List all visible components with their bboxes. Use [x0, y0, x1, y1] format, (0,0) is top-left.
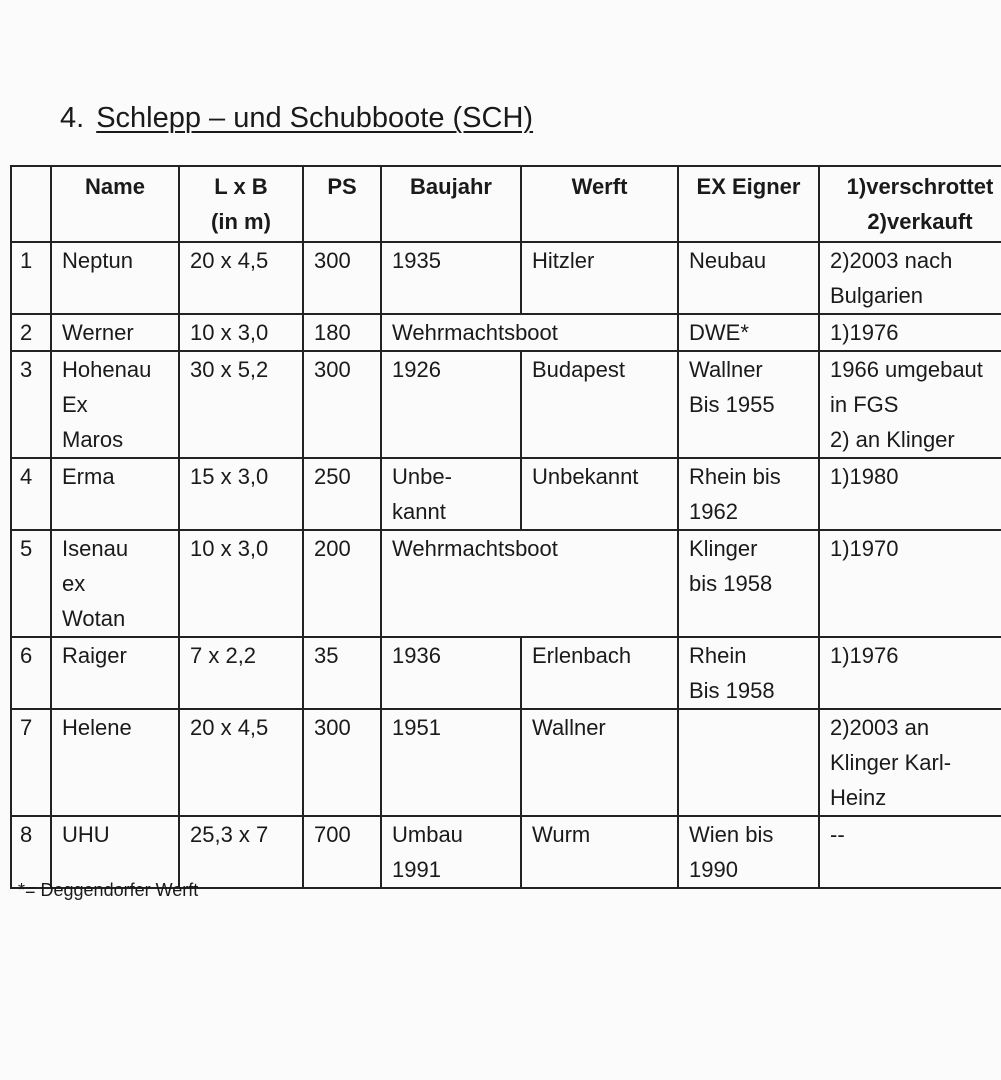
cell-line: Erma — [62, 464, 115, 489]
cell-line: in FGS — [830, 392, 899, 417]
cell-line: 2)2003 nach — [830, 248, 953, 273]
table-header-row — [11, 166, 1001, 242]
cell-line: 25,3 x 7 — [190, 822, 269, 847]
cell-line: Wien bis — [689, 822, 774, 847]
header-baujahr — [381, 166, 521, 242]
cell-line: Helene — [62, 715, 132, 740]
cell-line: kannt — [392, 499, 446, 524]
cell-ex-eigner — [678, 816, 819, 888]
cell-line: Neptun — [62, 248, 133, 273]
cell-line: L x B — [214, 174, 268, 199]
cell-ps — [303, 458, 381, 530]
cell-line: Raiger — [62, 643, 127, 668]
cell-baujahr — [381, 242, 521, 314]
cell-line: 1)1980 — [830, 464, 899, 489]
cell-ps — [303, 351, 381, 458]
cell-line: 1951 — [392, 715, 441, 740]
cell-baujahr — [381, 351, 521, 458]
cell-line: Wallner — [532, 715, 606, 740]
cell-line: Werner — [62, 320, 134, 345]
cell-line: (in m) — [211, 209, 271, 234]
table-row — [11, 530, 1001, 637]
cell-werft — [521, 351, 678, 458]
cell-name — [51, 351, 179, 458]
cell-line: Wehrmachtsboot — [392, 320, 558, 345]
header-name — [51, 166, 179, 242]
cell-line: 250 — [314, 464, 351, 489]
cell-size — [179, 314, 303, 351]
cell-line: Bis 1955 — [689, 392, 775, 417]
cell-line: Wotan — [62, 606, 126, 631]
header-ps — [303, 166, 381, 242]
cell-line: 35 — [314, 643, 339, 668]
cell-line: Werft — [571, 174, 628, 199]
table-row — [11, 709, 1001, 816]
cell-status — [819, 242, 1001, 314]
cell-size — [179, 458, 303, 530]
table-row — [11, 458, 1001, 530]
cell-line: 2)verkauft — [867, 209, 973, 234]
cell-line: Bis 1958 — [689, 678, 775, 703]
cell-ps — [303, 637, 381, 709]
heading-title: Schlepp – und Schubboote (SCH) — [96, 102, 534, 134]
cell-line: 180 — [314, 320, 351, 345]
cell-line: -- — [830, 822, 845, 847]
cell-line: bis 1958 — [689, 571, 773, 596]
heading-number: 4. — [60, 102, 85, 134]
cell-line: Erlenbach — [532, 643, 632, 668]
cell-line — [689, 710, 808, 745]
table-row — [11, 351, 1001, 458]
cell-status — [819, 816, 1001, 888]
cell-ps — [303, 530, 381, 637]
row-number: 2 — [11, 314, 51, 351]
cell-baujahr-werft-merged — [381, 530, 678, 637]
row-number: 6 — [11, 637, 51, 709]
cell-line: 1)verschrottet — [846, 174, 994, 199]
cell-ex-eigner — [678, 458, 819, 530]
cell-line: Hohenau — [62, 357, 152, 382]
cell-name — [51, 530, 179, 637]
cell-line — [22, 169, 40, 204]
cell-name — [51, 242, 179, 314]
cell-line: Heinz — [830, 785, 887, 810]
cell-line: 1991 — [392, 857, 441, 882]
cell-line: Unbe- — [392, 464, 452, 489]
table-container — [10, 165, 1001, 889]
cell-line: 1990 — [689, 857, 738, 882]
cell-size — [179, 351, 303, 458]
row-number: 4 — [11, 458, 51, 530]
cell-size — [179, 530, 303, 637]
cell-size — [179, 637, 303, 709]
cell-status — [819, 530, 1001, 637]
cell-line: Neubau — [689, 248, 767, 273]
cell-line: 15 x 3,0 — [190, 464, 269, 489]
cell-line: Rhein bis — [689, 464, 781, 489]
cell-line: 300 — [314, 357, 351, 382]
cell-status — [819, 709, 1001, 816]
cell-line: Unbekannt — [532, 464, 639, 489]
cell-line: 1935 — [392, 248, 441, 273]
cell-status — [819, 637, 1001, 709]
cell-line: 1)1976 — [830, 643, 899, 668]
cell-line: 700 — [314, 822, 351, 847]
cell-line: 1966 umgebaut — [830, 357, 983, 382]
cell-baujahr — [381, 709, 521, 816]
cell-line: Umbau — [392, 822, 463, 847]
header-ex-eigner — [678, 166, 819, 242]
cell-name — [51, 458, 179, 530]
cell-size — [179, 709, 303, 816]
row-number: 5 — [11, 530, 51, 637]
row-number: 3 — [11, 351, 51, 458]
cell-ex-eigner — [678, 709, 819, 816]
cell-ex-eigner — [678, 530, 819, 637]
cell-status — [819, 351, 1001, 458]
row-number: 7 — [11, 709, 51, 816]
header-werft — [521, 166, 678, 242]
row-number: 8 — [11, 816, 51, 888]
cell-line: 200 — [314, 536, 351, 561]
cell-line: Hitzler — [532, 248, 595, 273]
cell-line: Bulgarien — [830, 283, 923, 308]
cell-ex-eigner — [678, 637, 819, 709]
cell-line: EX Eigner — [696, 174, 801, 199]
row-number: 1 — [11, 242, 51, 314]
cell-line: Wallner — [689, 357, 763, 382]
cell-line: 20 x 4,5 — [190, 715, 269, 740]
page-heading — [60, 100, 533, 136]
fleet-table — [10, 165, 1001, 889]
cell-line: 300 — [314, 715, 351, 740]
cell-line: ex — [62, 571, 86, 596]
cell-ps — [303, 709, 381, 816]
cell-line: PS — [327, 174, 357, 199]
cell-ex-eigner — [678, 351, 819, 458]
table-row — [11, 637, 1001, 709]
cell-line: Klinger — [689, 536, 758, 561]
cell-baujahr — [381, 458, 521, 530]
cell-line: Budapest — [532, 357, 625, 382]
cell-line: DWE* — [689, 320, 749, 345]
cell-werft — [521, 637, 678, 709]
cell-baujahr — [381, 816, 521, 888]
cell-name — [51, 709, 179, 816]
cell-ex-eigner — [678, 242, 819, 314]
table-row — [11, 242, 1001, 314]
cell-baujahr — [381, 637, 521, 709]
cell-ps — [303, 242, 381, 314]
cell-werft — [521, 242, 678, 314]
cell-name — [51, 314, 179, 351]
cell-werft — [521, 816, 678, 888]
cell-ps — [303, 314, 381, 351]
cell-line: 20 x 4,5 — [190, 248, 269, 273]
cell-line: 2) an Klinger — [830, 427, 955, 452]
cell-werft — [521, 709, 678, 816]
cell-line: 300 — [314, 248, 351, 273]
header-status — [819, 166, 1001, 242]
table-row — [11, 314, 1001, 351]
cell-line: Baujahr — [410, 174, 492, 199]
cell-name — [51, 637, 179, 709]
cell-line: 30 x 5,2 — [190, 357, 269, 382]
cell-line: 7 x 2,2 — [190, 643, 257, 668]
cell-line: Rhein — [689, 643, 747, 668]
cell-line: 2)2003 an — [830, 715, 930, 740]
cell-line: Maros — [62, 427, 124, 452]
cell-line: 1962 — [689, 499, 738, 524]
cell-line: UHU — [62, 822, 110, 847]
cell-line: Wurm — [532, 822, 591, 847]
cell-line: 1936 — [392, 643, 441, 668]
cell-baujahr-werft-merged — [381, 314, 678, 351]
cell-status — [819, 458, 1001, 530]
cell-line: Wehrmachtsboot — [392, 536, 558, 561]
cell-line: Klinger Karl- — [830, 750, 952, 775]
footnote: *= Deggendorfer Werft — [18, 880, 199, 900]
cell-line: 10 x 3,0 — [190, 536, 269, 561]
cell-line: Isenau — [62, 536, 129, 561]
cell-ex-eigner — [678, 314, 819, 351]
cell-line: Ex — [62, 392, 88, 417]
cell-size — [179, 242, 303, 314]
cell-ps — [303, 816, 381, 888]
cell-line: 1)1976 — [830, 320, 899, 345]
cell-line: 1)1970 — [830, 536, 899, 561]
header-index — [11, 166, 51, 242]
cell-werft — [521, 458, 678, 530]
cell-status — [819, 314, 1001, 351]
cell-line: Name — [85, 174, 145, 199]
header-size — [179, 166, 303, 242]
cell-line: 10 x 3,0 — [190, 320, 269, 345]
table-body — [11, 242, 1001, 888]
cell-line: 1926 — [392, 357, 441, 382]
